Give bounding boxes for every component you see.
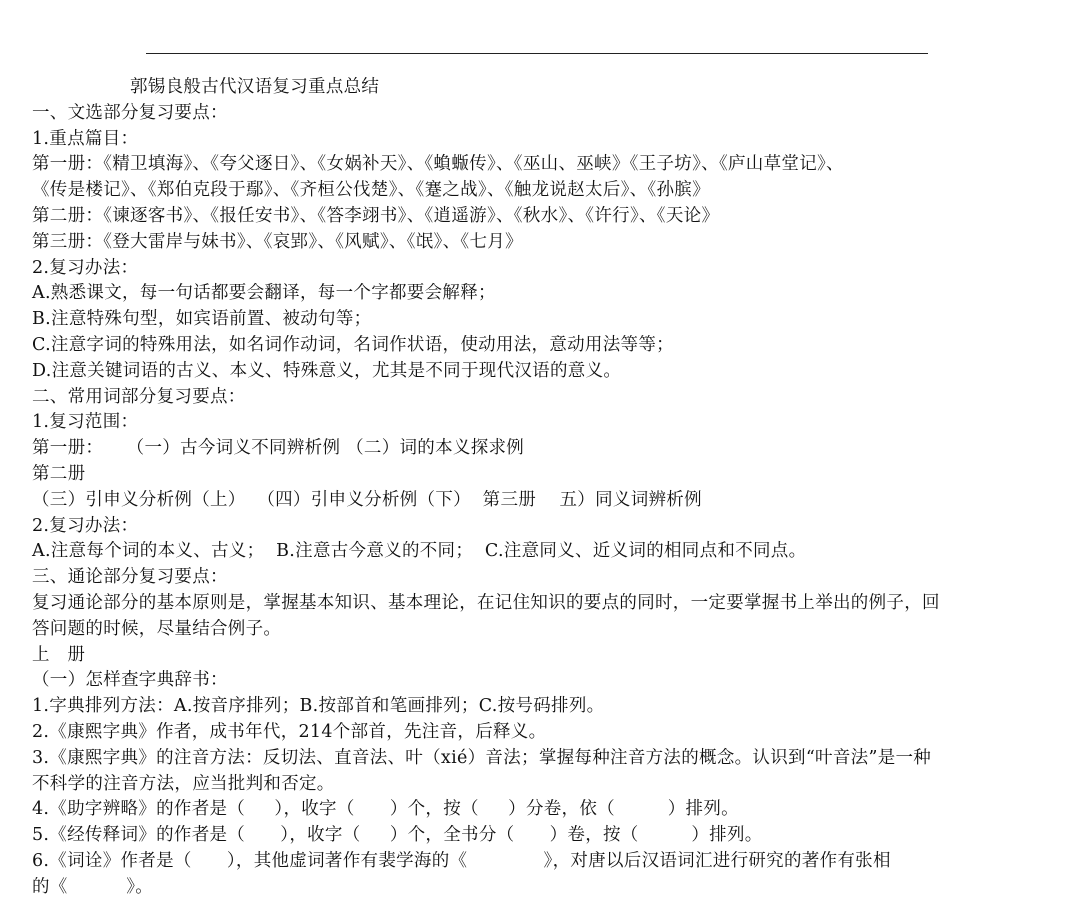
- text-line: 3.《康熙字典》的注音方法：反切法、直音法、叶（xié）音法；掌握每种注音方法的概念。认识到“叶音法”是一种: [32, 747, 932, 768]
- text-line: 2.复习办法：: [32, 515, 139, 536]
- text-line: 5.《经传释词》的作者是（ ），收字（ ）个，全书分（ ）卷，按（ ）排列。: [32, 825, 763, 846]
- text-line: 一、文选部分复习要点：: [32, 102, 228, 123]
- text-line: 2.《康熙字典》作者，成书年代，214个部首，先注音，后释义。: [32, 721, 547, 742]
- text-line: 1.字典排列方法：A.按音序排列；B.按部首和笔画排列；C.按号码排列。: [32, 696, 605, 717]
- text-line: 第二册：《谏逐客书》、《报任安书》、《答李翊书》、《逍遥游》、《秋水》、《许行》、《天论》: [32, 205, 720, 226]
- text-line: 第一册：《精卫填海》、《夸父逐日》、《女娲补天》、《蝜蝂传》、《巫山、巫峡》《王子坊》、《庐山草堂记》、: [32, 154, 844, 175]
- text-line: B.注意特殊句型，如宾语前置、被动句等；: [32, 309, 372, 330]
- text-line: 4.《助字辨略》的作者是（ ），收字（ ）个，按（ ）分卷，依（ ）排列。: [32, 799, 739, 820]
- text-line: 三、通论部分复习要点：: [32, 567, 228, 588]
- text-line: 第一册： （一）古今词义不同辨析例 （二）词的本义探求例: [32, 438, 525, 459]
- text-line: A.熟悉课文，每一句话都要会翻译，每一个字都要会解释；: [32, 283, 496, 304]
- text-line: 第二册: [32, 463, 86, 484]
- text-line: 的《 》。: [32, 876, 154, 897]
- text-line: 第三册：《登大雷岸与妹书》、《哀郢》、《风赋》、《氓》、《七月》: [32, 231, 523, 252]
- text-line: 答问题的时候，尽量结合例子。: [32, 618, 282, 639]
- text-line: （三）引申义分析例（上） （四）引申义分析例（下） 第三册 五）同义词辨析例: [32, 489, 702, 510]
- text-line: 2.复习办法：: [32, 257, 139, 278]
- document-body: [32, 75, 1062, 901]
- text-line: 1.重点篇目：: [32, 128, 139, 149]
- header-rule: [146, 53, 928, 54]
- text-line: 二、常用词部分复习要点：: [32, 386, 246, 407]
- text-line: （一）怎样查字典辞书：: [32, 670, 228, 691]
- text-line: C.注意字词的特殊用法，如名词作动词，名词作状语，使动用法，意动用法等等；: [32, 334, 674, 355]
- text-line: 1.复习范围：: [32, 412, 139, 433]
- document-title: 郭锡良般古代汉语复习重点总结: [130, 77, 380, 97]
- text-line: D.注意关键词语的古义、本义、特殊意义，尤其是不同于现代汉语的意义。: [32, 360, 622, 381]
- text-line: 《传是楼记》、《郑伯克段于鄢》、《齐桓公伐楚》、《蹇之战》、《触龙说赵太后》、《孙膑》: [32, 180, 710, 201]
- text-line: 6.《词诠》作者是（ ），其他虚词著作有裴学海的《 》，对唐以后汉语词汇进行研究的著作有张相: [32, 850, 891, 871]
- text-line: A.注意每个词的本义、古义； B.注意古今意义的不同； C.注意同义、近义词的相同点和不同点。: [32, 541, 807, 562]
- text-line: 复习通论部分的基本原则是，掌握基本知识、基本理论，在记住知识的要点的同时，一定要掌握书上举出的例子，回: [32, 592, 940, 613]
- text-line: 上 册: [32, 644, 86, 665]
- text-line: 不科学的注音方法，应当批判和否定。: [32, 773, 335, 794]
